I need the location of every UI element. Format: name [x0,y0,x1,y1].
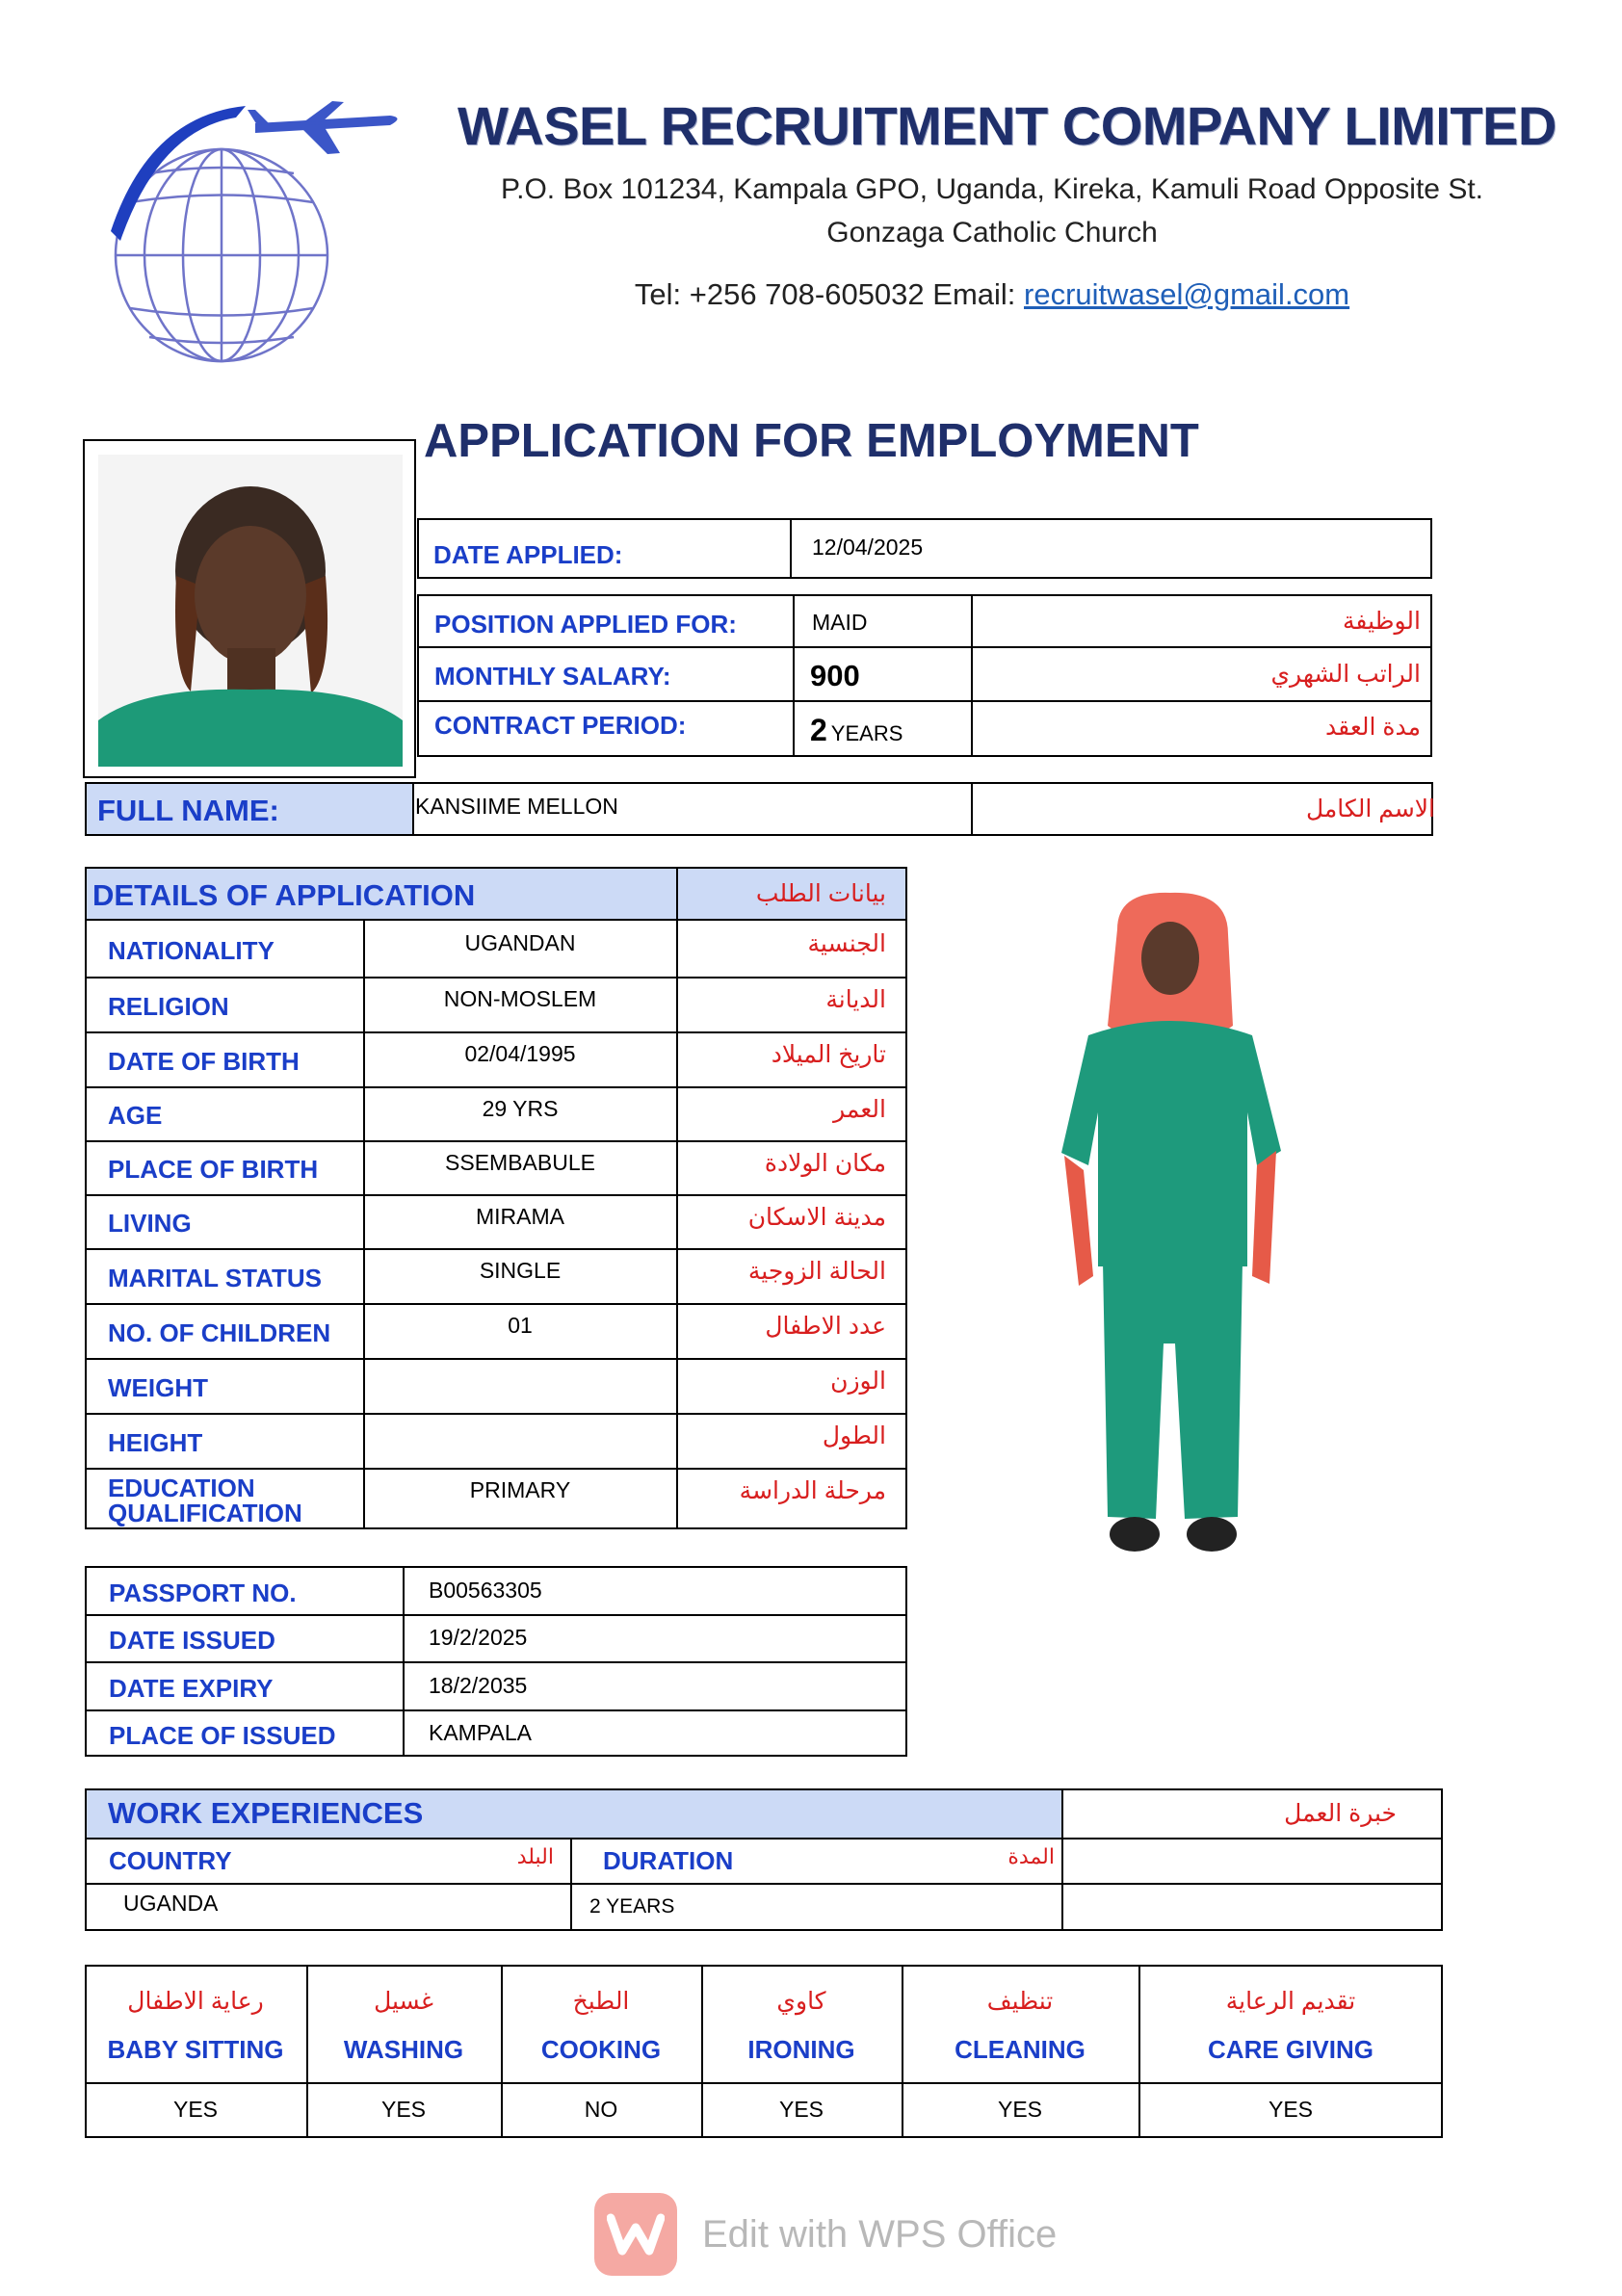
applicant-portrait-photo [85,441,414,776]
skill-label-arabic: تنظيف [986,1988,1054,2015]
globe-airplane-icon [92,96,409,376]
contract-value-number: 2 [810,713,827,747]
details-row-value: PRIMARY [469,1476,571,1502]
work-experience-title: WORK EXPERIENCES [108,1796,424,1830]
form-title: APPLICATION FOR EMPLOYMENT [424,415,1199,467]
details-row-label: NO. OF CHILDREN [108,1318,331,1347]
work-country-label-arabic: البلد [516,1844,554,1868]
applicant-full-body-photo [1040,891,1300,1575]
full-name-value: KANSIIME MELLON [415,793,618,819]
full-name-label-arabic: الاسم الكامل [1305,796,1435,822]
details-row-label: HEIGHT [108,1427,203,1457]
contract-label-arabic: مدة العقد [1325,714,1421,741]
salary-value: 900 [810,659,860,692]
details-row-label-arabic: مرحلة الدراسة [739,1477,886,1504]
skill-value: YES [380,2096,427,2122]
details-row-value: 02/04/1995 [464,1040,576,1066]
work-duration-label: DURATION [603,1845,734,1875]
applicant-portrait-frame [83,439,416,778]
details-row-value: 29 YRS [482,1095,559,1121]
details-row-label: WEIGHT [108,1372,208,1402]
skill-value: YES [778,2096,824,2122]
details-row-value: MIRAMA [476,1203,564,1229]
skill-label-arabic: رعاية الاطفال [127,1988,264,2015]
skill-label: WASHING [343,2034,464,2064]
date-applied-value: 12/04/2025 [812,534,924,560]
salary-label: MONTHLY SALARY: [434,661,671,691]
details-row-label-arabic: الوزن [830,1368,886,1395]
contract-value-unit: YEARS [830,721,903,745]
passport-row-value: B00563305 [429,1577,542,1603]
passport-row-value: 19/2/2025 [429,1625,528,1650]
passport-row-label: PLACE OF ISSUED [109,1721,336,1750]
passport-row-label: PASSPORT NO. [109,1578,297,1607]
details-row-label-arabic: الطول [822,1422,886,1449]
company-name: WASEL RECRUITMENT COMPANY LIMITED [458,95,1557,156]
skill-value: YES [172,2096,219,2122]
work-duration-value: 2 YEARS [589,1895,675,1918]
skill-label: CLEANING [955,2034,1086,2064]
skill-label: CARE GIVING [1208,2034,1373,2064]
skill-label: COOKING [540,2034,662,2064]
details-row-value: 01 [508,1312,533,1338]
details-row-label: MARITAL STATUS [108,1263,322,1292]
wps-watermark [594,2191,1095,2278]
details-row-label-arabic: مكان الولادة [764,1150,886,1177]
skill-label-arabic: كاوي [776,1988,826,2015]
work-experience-title-arabic: خبرة العمل [1284,1800,1397,1827]
details-row-value [365,1419,675,1451]
details-row-label-arabic: عدد الاطفال [765,1313,886,1340]
passport-row-label: DATE EXPIRY [109,1673,274,1703]
details-row-label-arabic: الجنسية [807,930,886,957]
details-row-value: NON-MOSLEM [443,985,597,1011]
salary-label-arabic: الراتب الشهري [1270,661,1421,688]
work-country-value: UGANDA [123,1890,219,1916]
work-country-label: COUNTRY [109,1845,232,1875]
details-row-label: DATE OF BIRTH [108,1046,300,1076]
skill-label: BABY SITTING [107,2034,284,2064]
passport-row-value: 18/2/2035 [429,1672,528,1698]
position-value: MAID [812,609,868,635]
contract-label: CONTRACT PERIOD: [434,710,687,740]
skill-value: YES [997,2096,1043,2122]
wps-watermark-text: Edit with WPS Office [702,2212,1058,2256]
details-row-label: EDUCATION QUALIFICATION [108,1474,302,1527]
company-address-line1: P.O. Box 101234, Kampala GPO, Uganda, Kireka, Kamuli Road Opposite St. [500,173,1483,205]
work-duration-label-arabic: المدة [1007,1844,1055,1868]
details-row-label-arabic: الديانة [825,986,886,1013]
full-body-photo-image [1040,891,1300,1575]
skill-label-arabic: الطبخ [572,1988,630,2015]
date-applied-label: DATE APPLIED: [433,539,623,569]
details-row-label-arabic: مدينة الاسكان [747,1204,886,1231]
position-label-arabic: الوظيفة [1343,608,1421,635]
details-row-value: UGANDAN [464,929,576,955]
contract-value [810,713,903,751]
skill-label: IRONING [747,2034,855,2064]
details-row-label-arabic: العمر [833,1096,886,1123]
details-row-label-arabic: الحالة الزوجية [747,1258,886,1285]
details-row-label: RELIGION [108,991,229,1021]
company-logo [92,96,409,376]
company-address-line2: Gonzaga Catholic Church [826,217,1158,248]
details-row-value [365,1364,675,1396]
details-title: DETAILS OF APPLICATION [92,878,476,912]
skill-value: YES [1268,2096,1314,2122]
details-row-value: SINGLE [479,1257,562,1283]
passport-row-label: DATE ISSUED [109,1626,275,1655]
details-row-value: SSEMBABULE [445,1149,595,1175]
company-email-link[interactable]: recruitwasel@gmail.com [1024,277,1350,311]
details-row-label: AGE [108,1101,163,1130]
details-title-arabic: بيانات الطلب [755,880,886,907]
details-row-label: NATIONALITY [108,936,275,965]
full-name-label: FULL NAME: [97,794,279,827]
details-row-label: PLACE OF BIRTH [108,1155,319,1184]
skill-label-arabic: غسيل [374,1988,433,2015]
wps-logo-icon [594,2193,677,2276]
details-row-label: LIVING [108,1209,192,1238]
passport-row-value: KAMPALA [429,1720,532,1745]
skill-label-arabic: تقديم الرعاية [1225,1988,1356,2015]
company-phone: Tel: +256 708-605032 Email: [634,277,1025,311]
skill-value: NO [584,2096,618,2122]
position-label: POSITION APPLIED FOR: [434,609,737,639]
company-contact [366,277,1618,312]
details-row-label-arabic: تاريخ الميلاد [771,1041,886,1068]
